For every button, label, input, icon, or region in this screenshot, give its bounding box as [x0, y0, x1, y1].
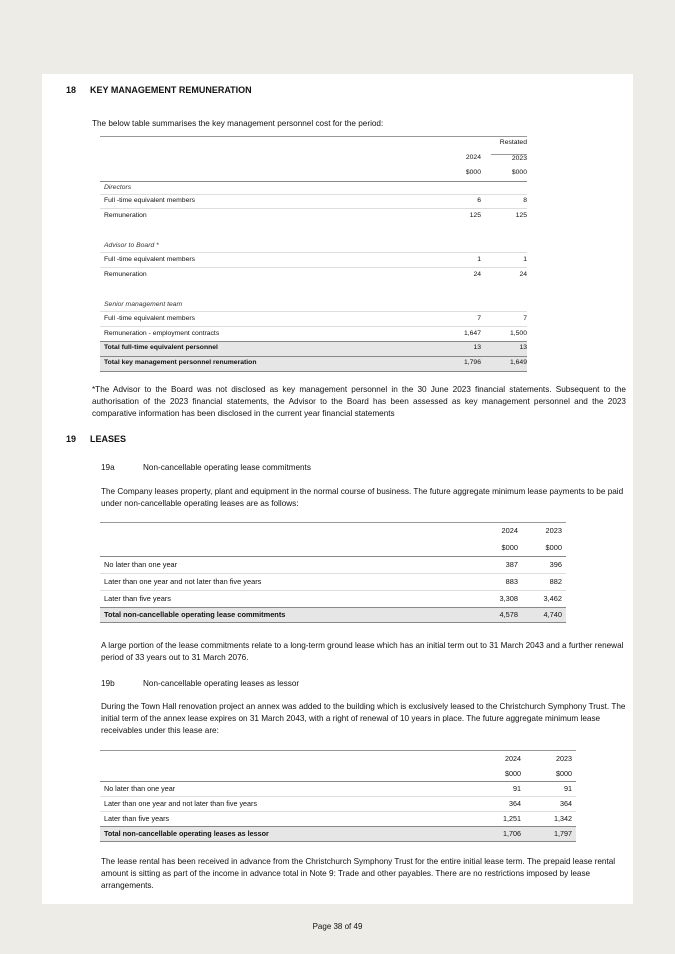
row-label: Later than one year and not later than five years: [104, 577, 262, 586]
row-value-2023: 1,797: [554, 829, 572, 838]
row-value-2024: 883: [505, 577, 518, 586]
row-value-2023: 1,500: [509, 330, 527, 337]
row-label: Later than five years: [104, 814, 170, 823]
row-value-2023: 1,649: [509, 359, 527, 366]
subsection-title: Non-cancellable operating leases as lessor: [143, 679, 300, 688]
row-label: Total non-cancellable operating lease commitments: [104, 610, 286, 619]
row-label: Later than five years: [104, 594, 171, 603]
table-row: [100, 557, 566, 573]
col-header-2023: 2023: [545, 526, 562, 535]
row-label: Full -time equivalent members: [104, 197, 196, 204]
col-unit-2024: $000: [505, 769, 521, 778]
total-row-remuneration: [100, 357, 527, 370]
row-value-2024: 13: [473, 344, 481, 351]
row-value-2023: 7: [523, 315, 527, 322]
row-value-2023: 91: [564, 784, 572, 793]
col-header-2023: 2023: [556, 754, 572, 763]
total-row: [100, 608, 566, 622]
col-unit-2023: $000: [511, 169, 527, 176]
row-label: Full -time equivalent members: [104, 315, 196, 322]
row-label: Later than one year and not later than five years: [104, 799, 258, 808]
row-label: Full -time equivalent members: [104, 256, 196, 263]
group-advisor: Advisor to Board *: [104, 242, 159, 249]
row-value-2023: 1: [523, 256, 527, 263]
row-label: Total non-cancellable operating leases as lessor: [104, 829, 269, 838]
restated-label: Restated: [499, 139, 527, 146]
group-senior-management: Senior management team: [104, 301, 183, 308]
table-row: [100, 313, 527, 326]
subsection-intro: The Company leases property, plant and equipment in the normal course of business. The future aggregate minimum lease payments to be paid under non-cancellable operating leases are as follows:: [101, 487, 624, 508]
subsection-intro: During the Town Hall renovation project an annex was added to the building which is exclusively leased to the Christchurch Symphony Trust. The initial term of the annex lease expires on 31 March 2043, with a right of renewal of 10 years in place. The future aggregate minimum lease receivables under this lease are:: [101, 702, 626, 735]
row-value-2023: 3,462: [543, 594, 562, 603]
row-label: Remuneration: [104, 212, 147, 219]
table-row: [100, 591, 566, 607]
col-header-2023: 2023: [491, 154, 527, 162]
document-page: [42, 74, 633, 904]
table-row: [100, 269, 527, 282]
row-label: Remuneration: [104, 271, 147, 278]
row-value-2024: 3,308: [499, 594, 518, 603]
row-value-2024: 1: [477, 256, 481, 263]
row-label: No later than one year: [104, 784, 176, 793]
row-value-2023: 13: [519, 344, 527, 351]
row-label: Total full-time equivalent personnel: [104, 344, 218, 351]
table-row: [100, 210, 527, 223]
subsection-title: Non-cancellable operating lease commitments: [143, 463, 311, 472]
kmp-table: [100, 136, 527, 376]
section-number: 18: [66, 85, 77, 95]
lessor-table: [100, 750, 576, 842]
row-value-2023: 125: [515, 212, 527, 219]
total-row: [100, 827, 576, 841]
table-row: [100, 254, 527, 267]
section-title: LEASES: [90, 434, 127, 444]
row-value-2024: 91: [513, 784, 521, 793]
col-header-2024: 2024: [501, 526, 518, 535]
lease-commitments-note: A large portion of the lease commitments relate to a long-term ground lease which has an initial term out to 31 March 2043 and a further renewal period of 33 years out to 31 March 2076.: [101, 641, 624, 662]
row-label: No later than one year: [104, 560, 178, 569]
row-value-2024: 387: [505, 560, 518, 569]
row-value-2023: 8: [523, 197, 527, 204]
row-value-2023: 364: [560, 799, 572, 808]
row-label: Total key management personnel renumeration: [104, 359, 257, 366]
row-value-2024: 7: [477, 315, 481, 322]
lessor-note: The lease rental has been received in advance from the Christchurch Symphony Trust for the entire initial lease term. The prepaid lease rental amount is sitting as part of the income in advance total in Note 9: Trade and other payables. There are no restrictions imposed by lease arrangements.: [101, 857, 616, 890]
advisor-note: *The Advisor to the Board was not disclosed as key management personnel in the 30 June 2023 financial statements. Subsequent to the authorisation of the 2023 financial statements, the Advisor to the Board has been assessed as key management personnel and the 2023 comparative information has been disclosed in the current year financial statements: [92, 385, 626, 418]
table-row: [100, 574, 566, 590]
section-title: KEY MANAGEMENT REMUNERATION: [90, 85, 252, 95]
row-value-2024: 6: [477, 197, 481, 204]
col-unit-2024: $000: [465, 169, 481, 176]
row-value-2024: 1,647: [463, 330, 481, 337]
row-value-2024: 1,706: [503, 829, 521, 838]
table-row: [100, 328, 527, 341]
table-row: [100, 812, 576, 826]
lease-commitments-table: [100, 522, 566, 622]
table-row: [100, 782, 576, 796]
col-header-2024: 2024: [465, 154, 481, 161]
col-unit-2023: $000: [545, 543, 562, 552]
subsection-number: 19a: [101, 463, 115, 472]
row-value-2024: 4,578: [499, 610, 518, 619]
row-label: Remuneration - employment contracts: [104, 330, 220, 337]
row-value-2024: 24: [473, 271, 481, 278]
row-value-2024: 1,796: [463, 359, 481, 366]
row-value-2023: 396: [549, 560, 562, 569]
row-value-2024: 364: [509, 799, 521, 808]
table-row: [100, 797, 576, 811]
col-header-2024: 2024: [505, 754, 521, 763]
group-directors: Directors: [104, 184, 132, 191]
row-value-2024: 1,251: [503, 814, 521, 823]
col-unit-2023: $000: [556, 769, 572, 778]
table-row: [100, 195, 527, 208]
subsection-number: 19b: [101, 679, 115, 688]
col-unit-2024: $000: [501, 543, 518, 552]
row-value-2023: 882: [549, 577, 562, 586]
row-value-2023: 4,740: [543, 610, 562, 619]
row-value-2024: 125: [469, 212, 481, 219]
section-intro: The below table summarises the key management personnel cost for the period:: [92, 119, 384, 128]
row-value-2023: 1,342: [554, 814, 572, 823]
page-number: Page 38 of 49: [312, 922, 363, 931]
total-row-fte: [100, 342, 527, 355]
row-value-2023: 24: [519, 271, 527, 278]
section-number: 19: [66, 434, 77, 444]
